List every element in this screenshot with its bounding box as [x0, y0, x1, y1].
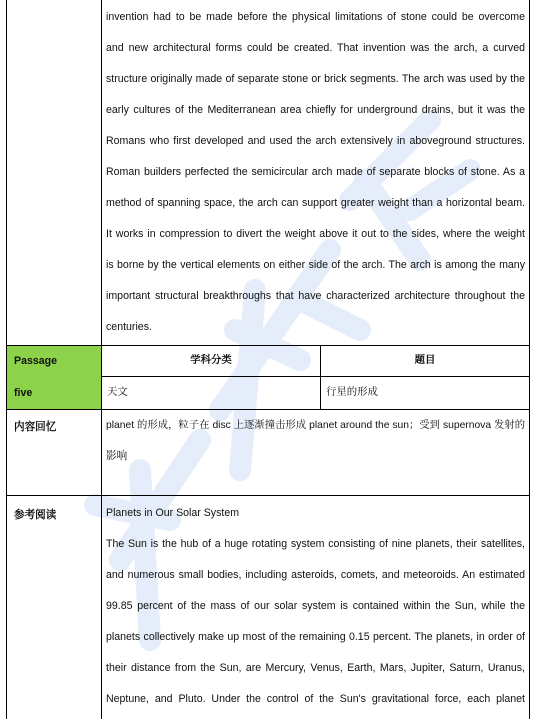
passage-text-cell [101, 0, 530, 345]
text-line: early cultures of the Mediterranean area chiefly for underground drains, but it was the [106, 104, 525, 116]
passage-number: five [14, 387, 33, 399]
text-line: It works in compression to divert the weight above it out to the sides, where the weight [106, 228, 525, 240]
text-line: important structural breakthroughs that have characterized architecture throughout the [106, 290, 525, 302]
reference-line: 99.85 percent of the mass of our solar system is contained within the Sun, while the [106, 600, 525, 612]
reference-line: their distance from the Sun, are Mercury, Venus, Earth, Mars, Jupiter, Saturn, Uranus, [106, 662, 525, 674]
passage-label-cell [6, 345, 101, 409]
text-line: invention had to be made before the physical limitations of stone could be overcome [106, 11, 525, 23]
text-line: structure originally made of separate stone or brick segments. The arch was used by the [106, 73, 525, 85]
reference-text-cell [101, 495, 530, 719]
reference-line: Neptune, and Pluto. Under the control of the Sun's gravitational force, each planet [106, 693, 525, 705]
topic-value: 行星的形成 [326, 387, 378, 398]
topic-header-cell [320, 345, 530, 376]
text-line: is borne by the vertical elements on either side of the arch. The arch is among the many [106, 259, 525, 271]
text-line: and new architectural forms could be created. That invention was the arch, a curved [106, 42, 525, 54]
topic-value-cell [320, 376, 530, 409]
passage-label: Passage [14, 355, 57, 367]
text-line: Romans who first developed and used the arch extensively in aboveground structures. [106, 135, 525, 147]
reference-line: and numerous small bodies, including asteroids, comets, and meteoroids. An estimated [106, 569, 525, 581]
recall-line: 影响 [106, 450, 128, 462]
topic-header: 题目 [414, 355, 436, 366]
subject-value-cell [101, 376, 320, 409]
passage-text [106, 2, 525, 343]
reference-label-cell [6, 495, 101, 719]
recall-label: 内容回忆 [14, 421, 57, 433]
reference-title: Planets in Our Solar System [106, 507, 240, 519]
reference-label: 参考阅读 [14, 509, 57, 521]
recall-label-cell [6, 409, 101, 495]
reference-line: planets collectively make up most of the remaining 0.15 percent. The planets, in order of [106, 631, 525, 643]
subject-header-cell [101, 345, 320, 376]
text-line: centuries. [106, 321, 152, 333]
recall-line: planet 的形成，粒子在 disc 上逐渐撞击形成 planet around the sun；受到 supernova 发射的 [106, 420, 525, 431]
text-line: method of spanning space, the arch can support greater weight than a horizontal beam. [106, 197, 525, 209]
subject-value: 天文 [107, 387, 128, 398]
reference-line: The Sun is the hub of a huge rotating system consisting of nine planets, their satellites, [106, 538, 525, 550]
subject-header: 学科分类 [190, 355, 232, 366]
document-table [6, 0, 530, 719]
recall-text-cell [101, 409, 530, 495]
text-line: Roman builders perfected the semicircular arch made of separate blocks of stone. As a [106, 166, 525, 178]
empty-label-cell [6, 0, 101, 345]
